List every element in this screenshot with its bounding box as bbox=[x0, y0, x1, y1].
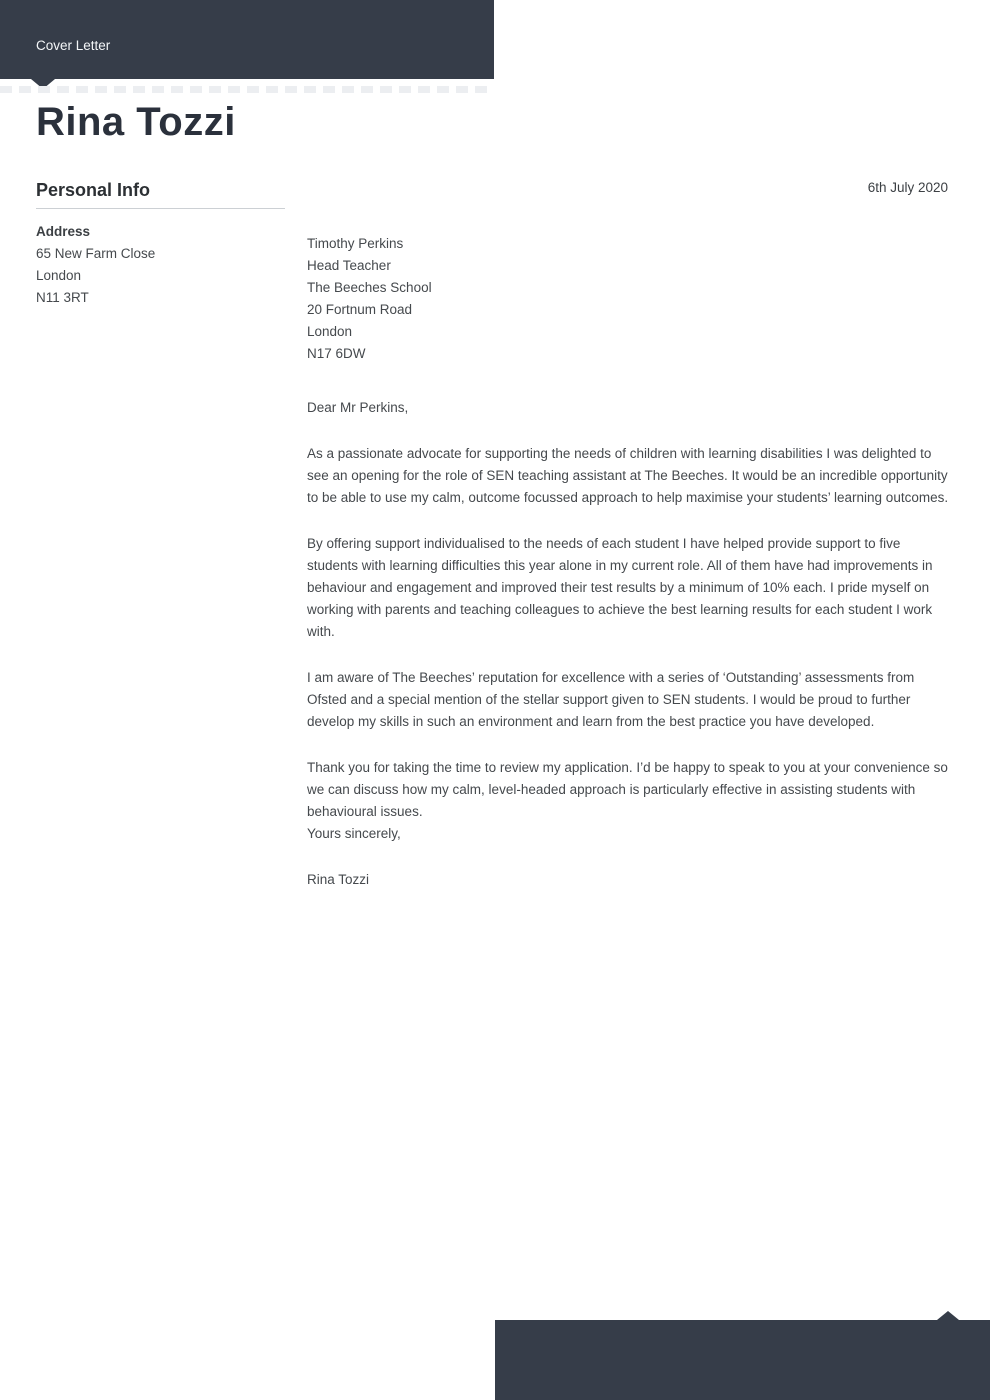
footer-arrow-up-icon bbox=[937, 1311, 959, 1320]
letter-paragraph: I am aware of The Beeches’ reputation for excellence with a series of ‘Outstanding’ assessments from Ofsted and a special mention of the stellar support given to SEN students. I would be proud to further develop my skills in such an environment and learn from the best practice you have developed. bbox=[307, 670, 915, 729]
recipient-line: 20 Fortnum Road bbox=[307, 302, 413, 317]
recipient-line: The Beeches School bbox=[307, 280, 432, 295]
recipient-line: Timothy Perkins bbox=[307, 236, 404, 251]
footer-bar bbox=[495, 1320, 990, 1400]
salutation: Dear Mr Perkins, bbox=[307, 400, 409, 415]
letter-paragraph: As a passionate advocate for supporting the needs of children with learning disabilities I was delighted to see an opening for the role of SEN teaching assistant at The Beeches. It would be an incredible opportunity to be able to use my calm, outcome focussed approach to help maximise your students’ learning outcomes. bbox=[307, 446, 949, 505]
letter-date: 6th July 2020 bbox=[867, 180, 948, 195]
recipient-block bbox=[307, 233, 949, 365]
applicant-name-heading: Rina Tozzi bbox=[36, 100, 236, 144]
address-line: 65 New Farm Close bbox=[36, 246, 156, 261]
letter-paragraph: Thank you for taking the time to review my application. I’d be happy to speak to you at your convenience so we can discuss how my calm, level-headed approach is particularly effective in assisting students with behavioural issues. bbox=[307, 760, 948, 819]
header-bar bbox=[0, 0, 494, 79]
letter-paragraph: By offering support individualised to the needs of each student I have helped provide support to five students with learning difficulties this year alone in my current role. All of them have had improvements in behaviour and engagement and improved their test results by a minimum of 10% each. I pride myself on working with parents and teaching colleagues to achieve the best learning results for each student I work with. bbox=[307, 536, 933, 639]
header-torn-edge-decoration bbox=[0, 86, 494, 93]
closing-line: Yours sincerely, bbox=[307, 826, 401, 841]
address-label: Address bbox=[36, 224, 91, 239]
recipient-line: London bbox=[307, 324, 353, 339]
letter-body bbox=[307, 233, 949, 891]
personal-info-title: Personal Info bbox=[36, 180, 285, 209]
recipient-line: Head Teacher bbox=[307, 258, 391, 273]
recipient-line: N17 6DW bbox=[307, 346, 366, 361]
signature-name: Rina Tozzi bbox=[307, 872, 370, 887]
address-line: London bbox=[36, 268, 82, 283]
personal-info-sidebar bbox=[36, 180, 285, 309]
document-type-label: Cover Letter bbox=[36, 38, 111, 53]
address-line: N11 3RT bbox=[36, 290, 89, 305]
